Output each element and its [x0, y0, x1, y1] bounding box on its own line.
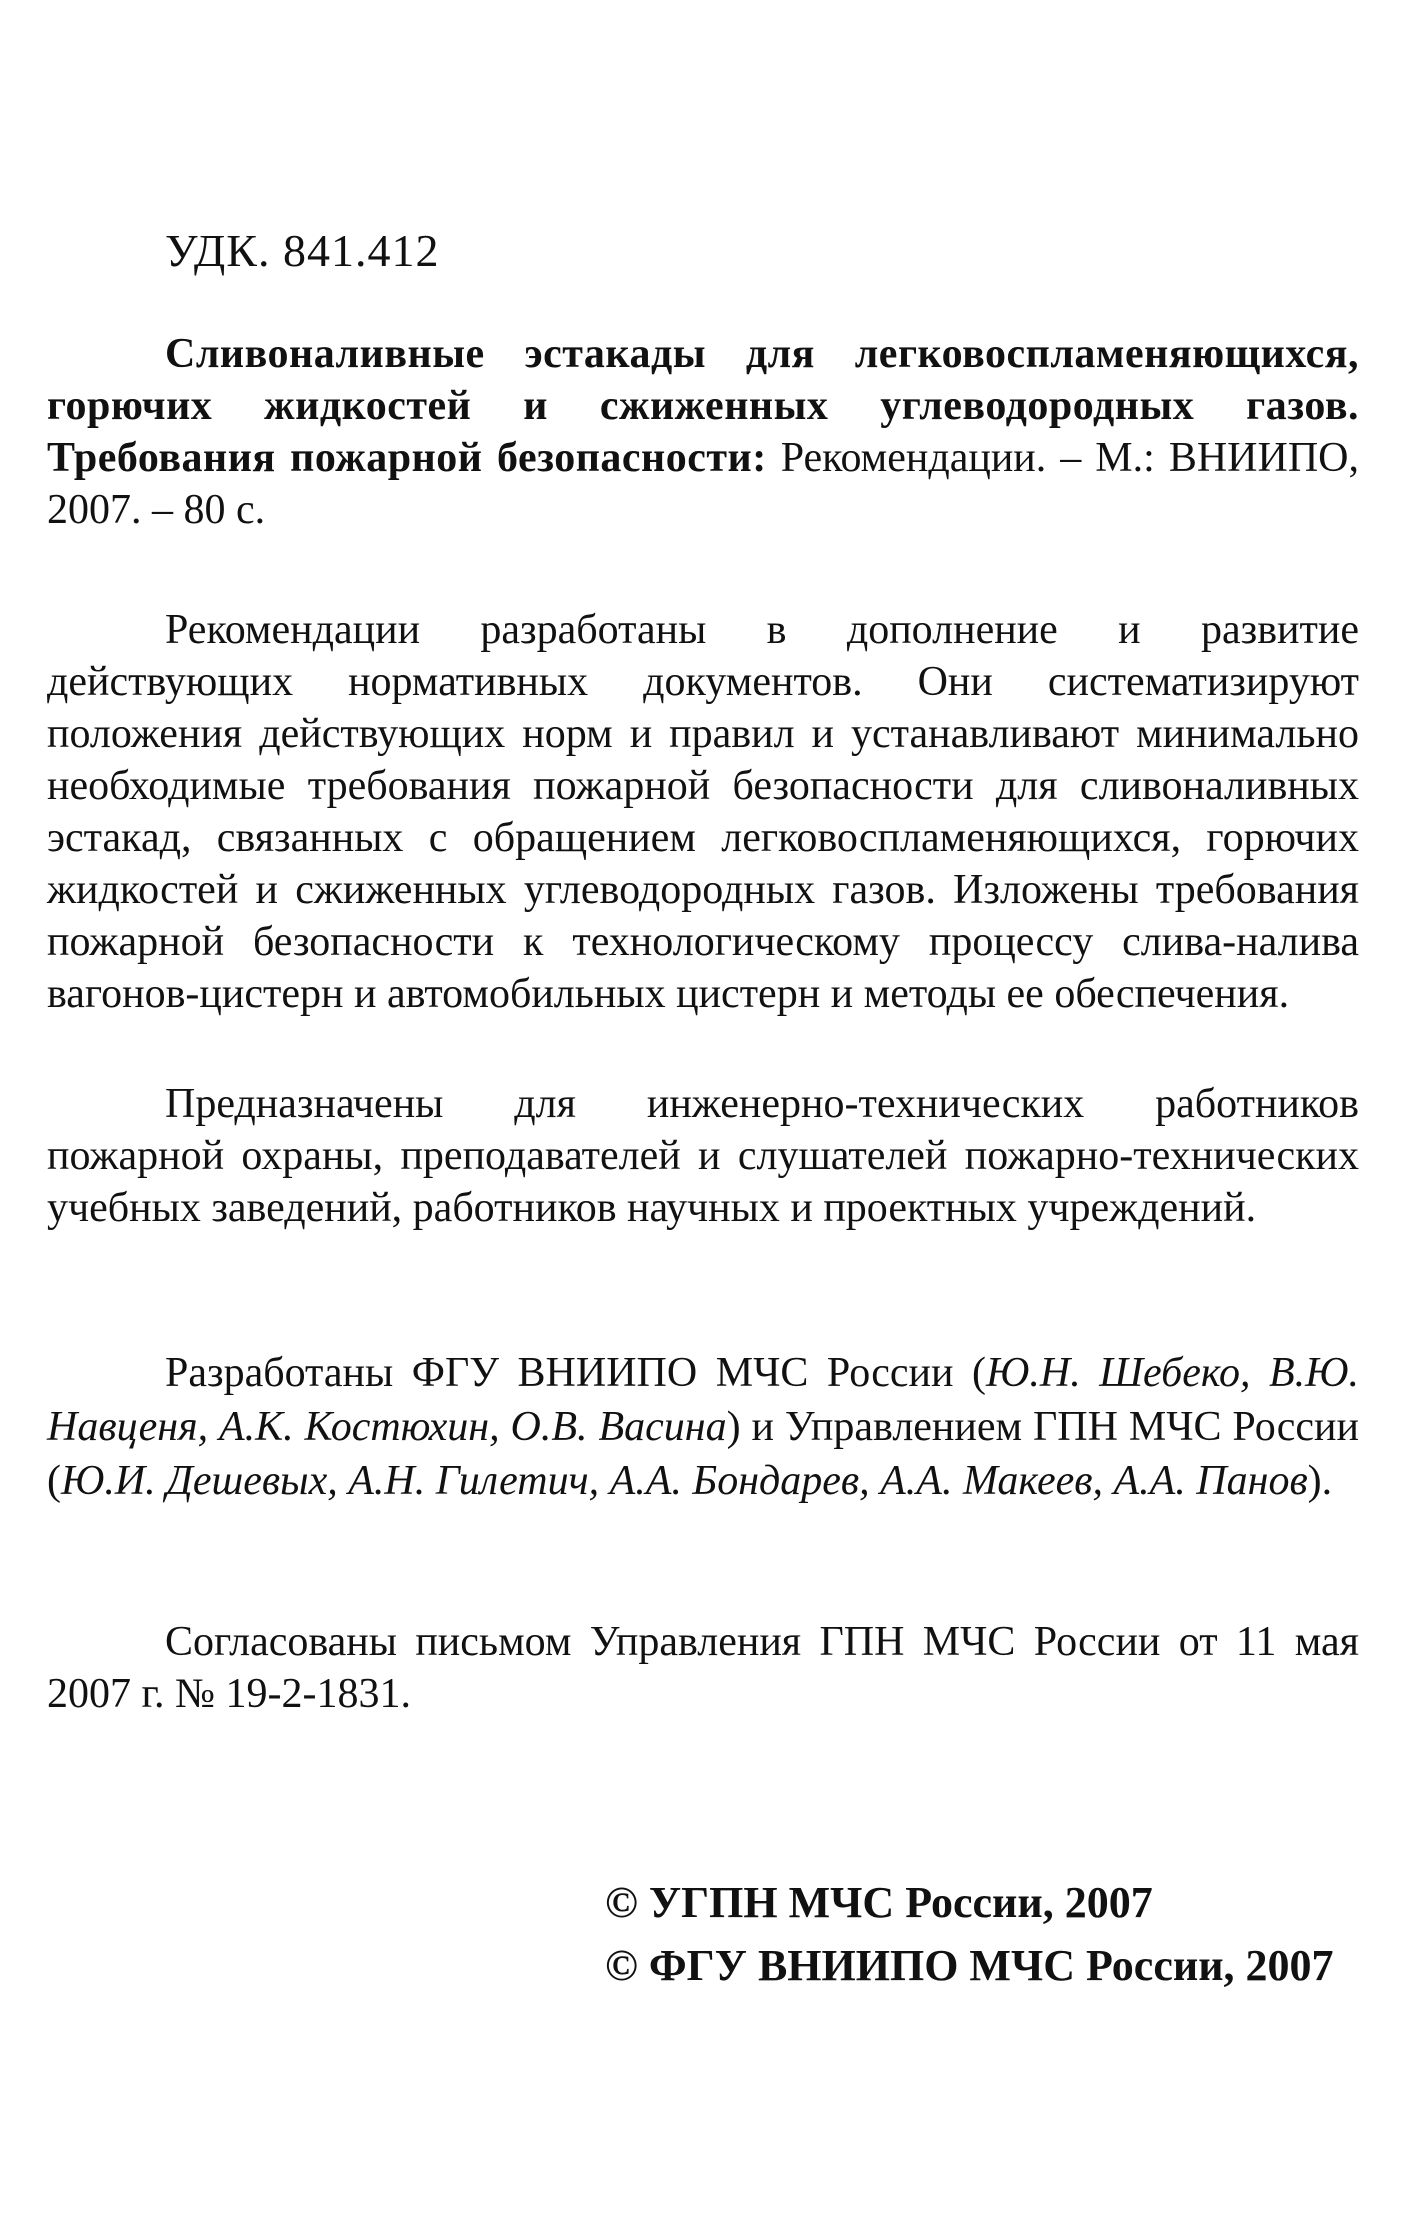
developers-text-2: ) и Управлением ГПН МЧС России ( — [47, 1404, 1360, 1504]
developers-paragraph — [47, 1346, 1359, 1508]
copyright-ugpn: © УГПН МЧС России, 2007 — [605, 1878, 1153, 1927]
purpose-paragraph: Предназначены для инженерно-технических работников пожарной охраны, преподавателей и слушателей пожарно-технических учебных заведений, работников научных и проектных учреждений. — [47, 1081, 1359, 1231]
copyright-vniipo: © ФГУ ВНИИПО МЧС России, 2007 — [605, 1941, 1334, 1990]
bibliographic-record — [47, 328, 1359, 536]
abstract-paragraph: Рекомендации разработаны в дополнение и развитие действующих нормативных документов. Они систематизируют положения действующих норм и правил и устанавливают минимально необходимые требования пожарной безопасности для сливоналивных эстакад, связанных с обращением легковоспламеняющихся, горючих жидкостей и сжиженных углеводородных газов. Изложены требования пожарной безопасности к технологическому процессу слива-налива вагонов-цистерн и автомобильных цистерн и методы ее обеспечения. — [47, 607, 1359, 1017]
book-title: Сливоналивные эстакады для легковоспламеняющихся, горючих жидкостей и сжиженных углеводородных газов. Требования пожарной безопасности: — [47, 331, 1359, 481]
authors-ugpn: Ю.И. Дешевых, А.Н. Гилетич, А.А. Бондарев, А.А. Макеев, А.А. Панов — [61, 1458, 1308, 1504]
developers-text-1: Разработаны ФГУ ВНИИПО МЧС России ( — [165, 1350, 987, 1396]
approval-paragraph: Согласованы письмом Управления ГПН МЧС России от 11 мая 2007 г. № 19-2-1831. — [47, 1619, 1359, 1717]
udk-code: УДК. 841.412 — [165, 225, 440, 276]
developers-text-3: ). — [1307, 1458, 1333, 1504]
publication-info: Рекомендации. – М.: ВНИИПО, 2007. – 80 с. — [47, 435, 1359, 533]
authors-vniipo: Ю.Н. Шебеко, В.Ю. Навценя, А.К. Костюхин, О.В. Васина — [47, 1350, 1359, 1450]
